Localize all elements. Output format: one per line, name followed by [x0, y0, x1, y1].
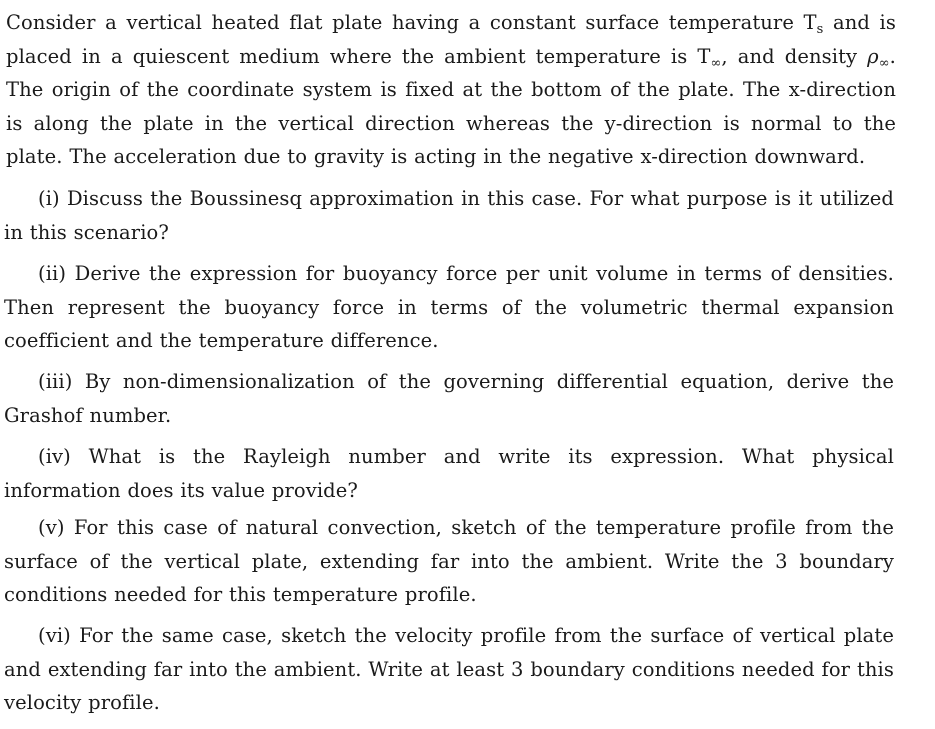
problem-statement — [6, 6, 896, 174]
rho-symbol: ρ — [867, 44, 879, 68]
question-label: (vi) — [38, 624, 71, 647]
question-vi — [4, 619, 894, 720]
question-label: (iii) — [38, 370, 73, 393]
question-text: What is the Rayleigh number and write its expression. What physical information does its value provide? — [4, 445, 894, 502]
intro-text-2: and is placed in a quiescent medium where the ambient temperature is T — [6, 11, 896, 68]
question-label: (v) — [38, 516, 65, 539]
subscript-infinity: ∞ — [710, 55, 722, 71]
intro-text-3: , and density — [721, 44, 868, 68]
question-v — [4, 511, 894, 612]
question-text: Derive the expression for buoyancy force per unit volume in terms of densities. Then represent the buoyancy force in terms of the volumetric thermal expansion coefficient and the temperature difference. — [4, 262, 894, 352]
question-text: By non-dimensionalization of the governing differential equation, derive the Grashof number. — [4, 370, 894, 427]
question-label: (ii) — [38, 262, 67, 285]
subscript-s: s — [816, 22, 824, 37]
intro-text-1: Consider a vertical heated flat plate having a constant surface temperature T — [6, 11, 817, 34]
question-iv — [4, 440, 894, 507]
question-label: (iv) — [38, 445, 71, 468]
question-text: For the same case, sketch the velocity profile from the surface of vertical plate and extending far into the ambient. Write at least 3 boundary conditions needed for this velocity profile. — [4, 624, 894, 714]
intro-text-4: . The origin of the coordinate system is fixed at the bottom of the plate. The x-direction is along the plate in the vertical direction whereas the y-direction is normal to the plate. The acceleration due to gravity is acting in the negative x-direction downward. — [6, 44, 896, 168]
question-text: Discuss the Boussinesq approximation in this case. For what purpose is it utilized in this scenario? — [4, 187, 894, 244]
subscript-infinity-rho: ∞ — [878, 55, 890, 71]
question-ii — [4, 257, 894, 358]
question-label: (i) — [38, 187, 60, 210]
question-iii — [4, 365, 894, 432]
question-i — [4, 182, 894, 249]
question-text: For this case of natural convection, sketch of the temperature profile from the surface of the vertical plate, extending far into the ambient. Write the 3 boundary conditions needed for this temperature profile. — [4, 516, 894, 606]
